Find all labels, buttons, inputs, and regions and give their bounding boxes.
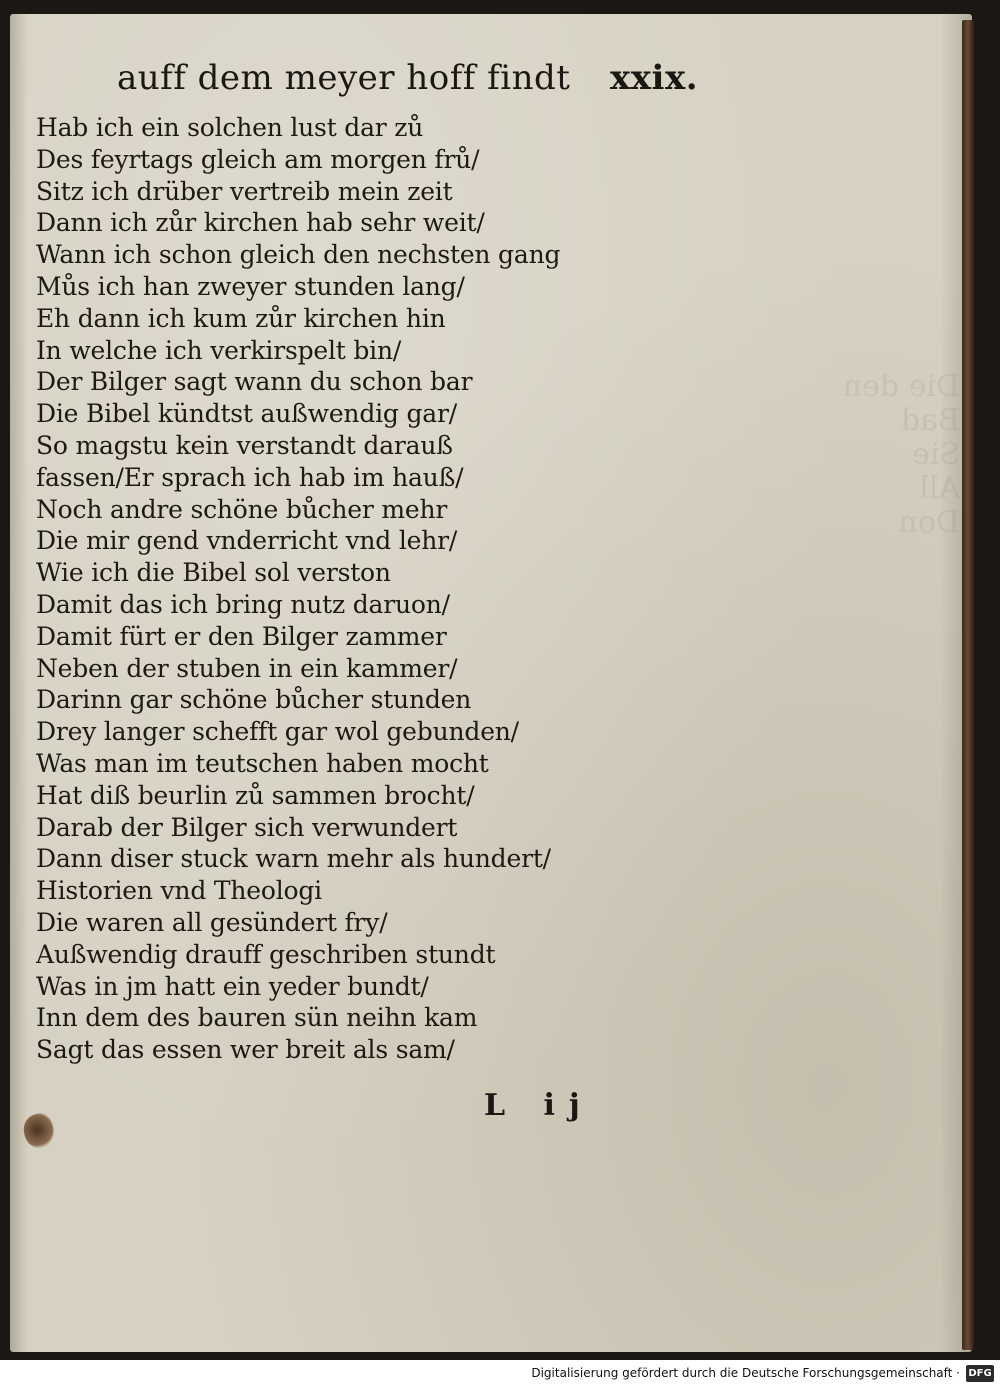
verse-line: Wie ich die Bibel sol verston: [36, 558, 391, 588]
verse-line: Wann ich schon gleich den nechsten gang: [36, 240, 561, 270]
running-title: auff dem meyer hoff findt: [117, 58, 571, 98]
funding-credit: Digitalisierung gefördert durch die Deutsche Forschungsgemeinschaft ·: [531, 1366, 960, 1380]
verse-line: fassen/Er sprach ich hab im hauß/: [36, 462, 464, 492]
verse-line: Dann diser stuck warn mehr als hundert/: [36, 844, 551, 874]
verse-line: Sitz ich drüber vertreib mein zeit: [36, 176, 453, 206]
verse-line: In welche ich verkirspelt bin/: [36, 335, 402, 365]
verse-line: Des feyrtags gleich am morgen frů/: [36, 144, 480, 174]
verse-block: [36, 112, 560, 1066]
verse-line: Hat diß beurlin zů sammen brocht/: [36, 780, 475, 810]
verse-line: Was man im teutschen haben mocht: [36, 748, 489, 778]
dfg-logo: DFG: [966, 1365, 994, 1382]
verse-line: Die Bibel kündtst außwendig gar/: [36, 399, 457, 429]
verse-line: Noch andre schöne bůcher mehr: [36, 494, 448, 524]
verse-line: So magstu kein verstandt darauß: [36, 430, 453, 460]
verse-line: Eh dann ich kum zůr kirchen hin: [36, 303, 446, 333]
verse-line: Die waren all gesündert fry/: [36, 907, 388, 937]
verse-line: Sagt das essen wer breit als sam/: [36, 1035, 455, 1065]
verse-line: Außwendig drauff geschriben stundt: [36, 939, 496, 969]
verse-line: Damit das ich bring nutz daruon/: [36, 589, 450, 619]
page-edge: [962, 20, 974, 1350]
footer-bar: [0, 1360, 1000, 1389]
verse-line: Was in jm hatt ein yeder bundt/: [36, 971, 429, 1001]
verse-line: Der Bilger sagt wann du schon bar: [36, 367, 473, 397]
folio-number: xxix.: [610, 58, 699, 98]
verse-line: Damit fürt er den Bilger zammer: [36, 621, 447, 651]
verse-line: Hab ich ein solchen lust dar zů: [36, 113, 424, 142]
signature-mark: L ij: [484, 1088, 594, 1123]
verse-line: Drey langer schefft gar wol gebunden/: [36, 717, 519, 747]
verse-line: Historien vnd Theologi: [36, 876, 322, 906]
verse-line: Die mir gend vnderricht vnd lehr/: [36, 526, 458, 556]
verse-line: Darab der Bilger sich verwundert: [36, 812, 458, 842]
verse-line: Inn dem des bauren sün neihn kam: [36, 1003, 478, 1033]
verse-line: Neben der stuben in ein kammer/: [36, 653, 458, 683]
verse-line: Dann ich zůr kirchen hab sehr weit/: [36, 208, 485, 238]
verse-line: Můs ich han zweyer stunden lang/: [36, 271, 465, 301]
verse-line: Darinn gar schöne bůcher stunden: [36, 685, 472, 715]
